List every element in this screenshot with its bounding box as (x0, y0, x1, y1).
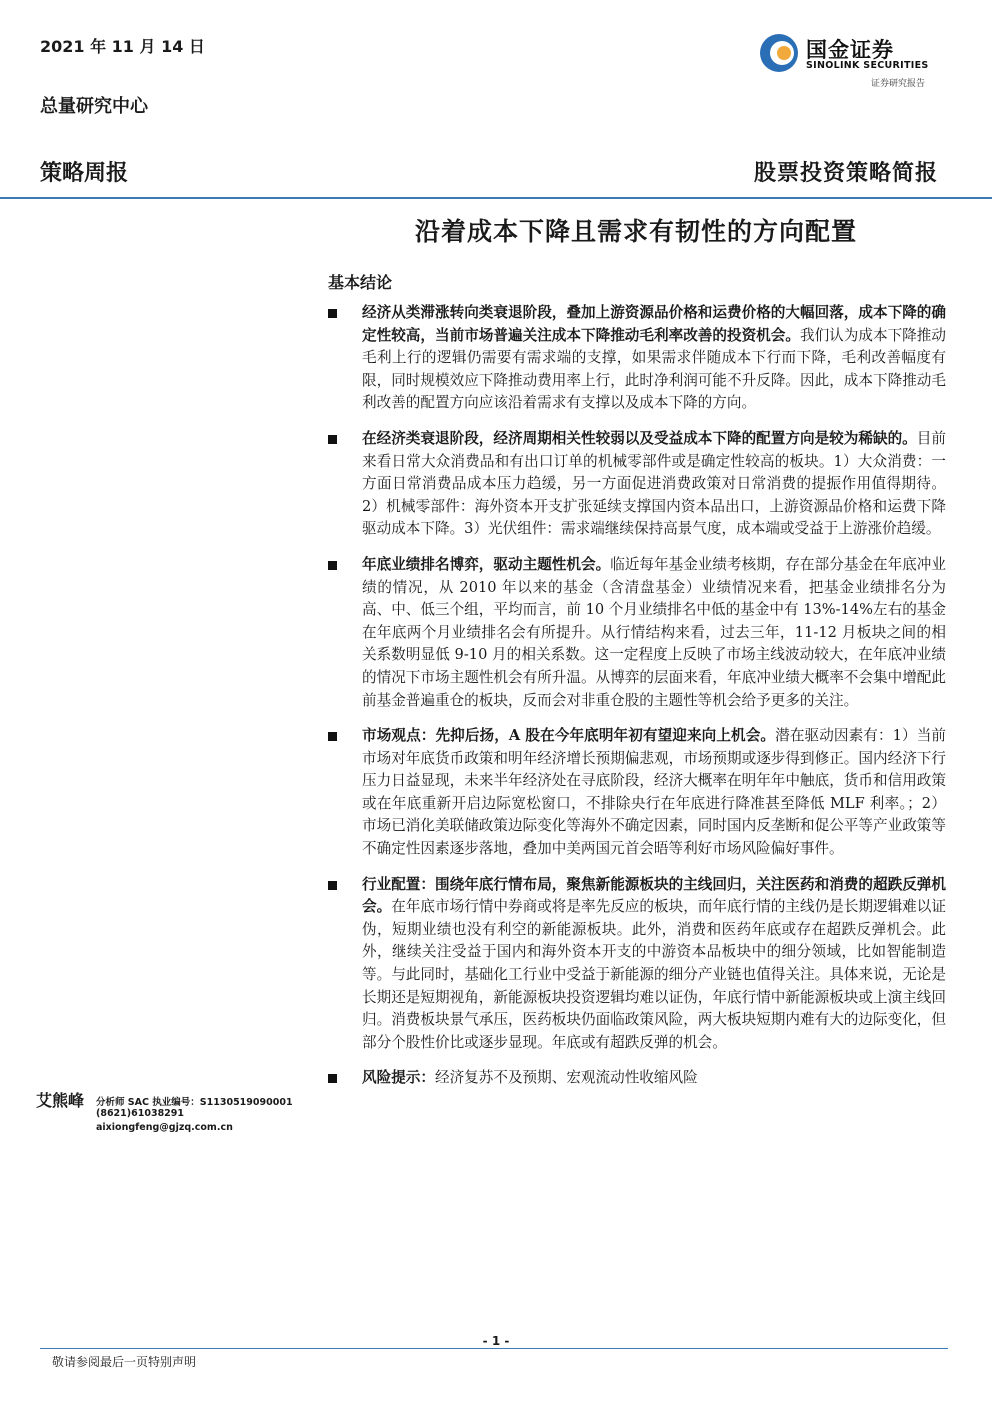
conclusion-item (326, 874, 946, 1055)
sinolink-logo-mark-icon (758, 32, 800, 74)
conclusion-item (326, 302, 946, 415)
conclusion-body: 临近每年基金业绩考核期，存在部分基金在年底冲业绩的情况，从 2010 年以来的基金（含清盘基金）业绩情况来看，把基金业绩排名分为高、中、低三个组，平均而言，前 10 个月业绩排名中低的基金中有 13%-14%左右的基金在年底两个月业绩排名会有所提升。从行情结构来看，过去三年，11-12 月板块之间的相关系数明显低 9-10 月的相关系数。这一定程度上反映了市场主线波动较大，在年底冲业绩的情况下市场主题性机会有所升温。从博弈的层面来看，年底冲业绩大概率不会集中增配此前基金普遍重仓的板块，反而会对非重仓股的主题性等机会给予更多的关注。 (362, 555, 946, 709)
conclusion-headline: 经济从类滞涨转向类衰退阶段，叠加上游资源品价格和运费价格的大幅回落，成本下降的确定性较高，当前市场普遍关注成本下降推动毛利率改善的投资机会。 (362, 304, 946, 344)
report-date: 2021 年 11 月 14 日 (40, 37, 205, 56)
conclusion-item (326, 428, 946, 541)
square-bullet-icon (328, 1074, 337, 1083)
report-series: 股票投资策略简报 (753, 160, 938, 186)
conclusion-body: 我们认为成本下降推动毛利上行的逻辑仍需要有需求端的支撑，如果需求伴随成本下行而下降，毛利改善幅度有限，同时规模效应下降推动费用率上行，此时净利润可能不升反降。因此，成本下降推动毛利改善的配置方向应该沿着需求有支撑以及成本下降的方向。 (362, 326, 946, 412)
conclusion-item (326, 554, 946, 712)
department: 总量研究中心 (40, 96, 148, 117)
square-bullet-icon (328, 435, 337, 444)
conclusion-item (326, 1067, 946, 1090)
conclusion-item (326, 725, 946, 861)
logo-subtitle: 证券研究报告 (871, 79, 926, 89)
conclusion-headline: 市场观点：先抑后扬，A 股在今年底明年初有望迎来向上机会。 (362, 727, 776, 745)
footer-divider (40, 1348, 948, 1349)
author-role: 分析师 SAC 执业编号：S1130519090001 (96, 1097, 293, 1108)
report-title: 沿着成本下降且需求有韧性的方向配置 (414, 217, 857, 246)
conclusion-body: 目前来看日常大众消费品和有出口订单的机械零部件或是确定性较高的板块。1）大众消费：一方面日常消费品成本压力趋缓，另一方面促进消费政策对日常消费的提振作用值得期待。2）机械零部件：海外资本开支扩张延续支撑国内资本品出口，上游资源品价格和运费下降驱动成本下降。3）光伏组件：需求端继续保持高景气度，成本端或受益于上游涨价趋缓。 (362, 429, 946, 538)
header-divider (0, 197, 992, 199)
square-bullet-icon (328, 561, 337, 570)
conclusion-body: 经济复苏不及预期、宏观流动性收缩风险 (434, 1069, 698, 1087)
conclusion-body: 在年底市场行情中券商或将是率先反应的板块，而年底行情的主线仍是长期逻辑难以证伪，短期业绩也没有利空的新能源板块。此外，消费和医药年底或存在超跌反弹机会。此外，继续关注受益于国内和海外资本开支的中游资本品板块中的细分领域，比如智能制造等。与此同时，基础化工行业中受益于新能源的细分产业链也值得关注。具体来说，无论是长期还是短期视角，新能源板块投资逻辑均难以证伪，年底行情中新能源板块或上演主线回归。消费板块景气承压，医药板块仍面临政策风险，两大板块短期内难有大的边际变化，但部分个股性价比或逐步显现。年底或有超跌反弹的机会。 (362, 898, 946, 1051)
logo-name-en: SINOLINK SECURITIES (806, 60, 929, 71)
conclusion-list (326, 302, 946, 1103)
conclusion-headline: 年底业绩排名博弈，驱动主题性机会。 (362, 555, 611, 573)
conclusion-headline: 在经济类衰退阶段，经济周期相关性较弱以及受益成本下降的配置方向是较为稀缺的。 (362, 429, 917, 447)
author-name: 艾熊峰 (36, 1091, 85, 1110)
company-logo (758, 32, 958, 82)
square-bullet-icon (328, 309, 337, 318)
report-type: 策略周报 (40, 161, 129, 186)
logo-name-cn: 国金证券 (806, 38, 894, 62)
conclusion-headline: 风险提示： (362, 1069, 435, 1087)
conclusion-body: 潜在驱动因素有：1）当前市场对年底货币政策和明年经济增长预期偏悲观，市场预期或逐步得到修正。国内经济下行压力日益显现，未来半年经济处在寻底阶段，经济大概率在明年年中触底，货币和信用政策或在年底重新开启边际宽松窗口，不排除央行在年底进行降准甚至降低 MLF 利率。；2）市场已消化美联储政策边际变化等海外不确定因素，同时国内反垄断和促公平等产业政策等不确定性因素逐步落地，叠加中美两国元首会晤等利好市场风险偏好事件。 (362, 727, 946, 858)
page-number: - 1 - (482, 1334, 510, 1348)
footer-disclaimer: 敬请参阅最后一页特别声明 (52, 1355, 197, 1369)
square-bullet-icon (328, 732, 337, 741)
section-title: 基本结论 (328, 273, 393, 292)
author-email[interactable]: aixiongfeng@gjzq.com.cn (96, 1122, 233, 1133)
square-bullet-icon (328, 881, 337, 890)
conclusion-headline: 行业配置：围绕年底行情布局，聚焦新能源板块的主线回归，关注医药和消费的超跌反弹机会。 (362, 875, 946, 916)
author-phone: (8621)61038291 (96, 1108, 185, 1119)
